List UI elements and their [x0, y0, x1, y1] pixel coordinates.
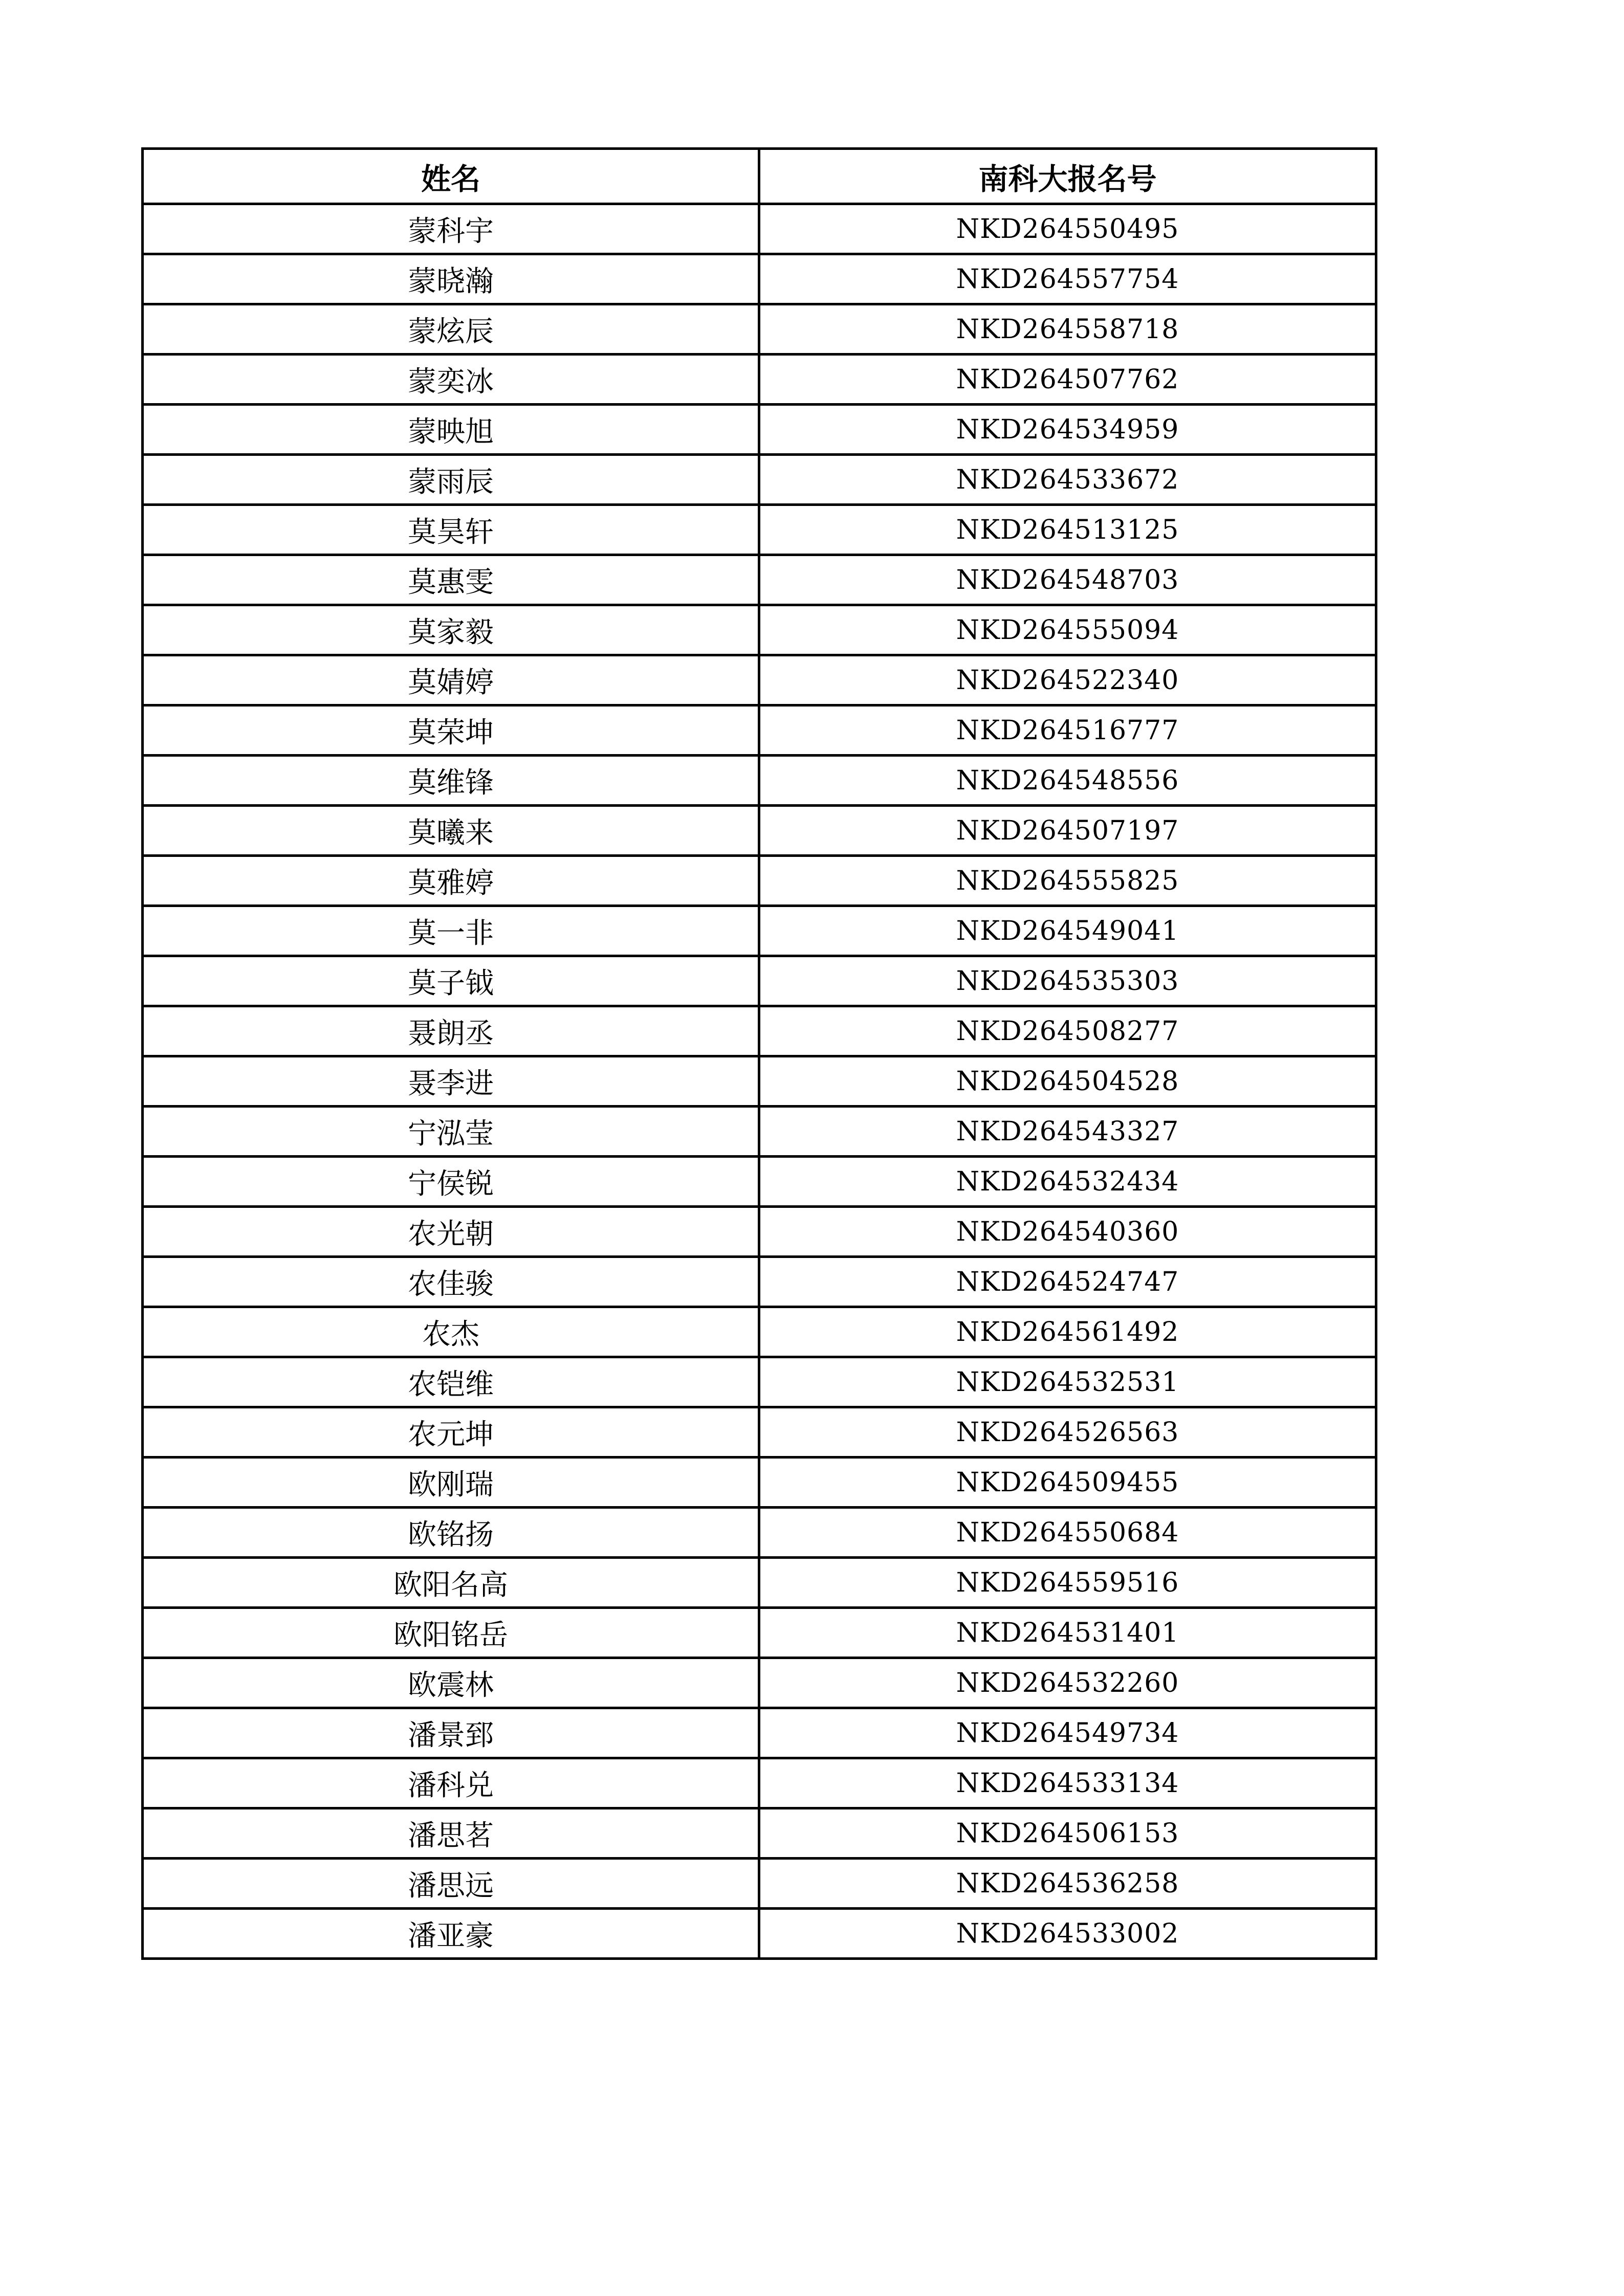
student-name-cell: 莫雅婷 — [143, 856, 759, 906]
student-name-cell: 莫曦来 — [143, 806, 759, 856]
student-name-cell: 农杰 — [143, 1307, 759, 1357]
table-row — [143, 405, 1376, 455]
registration-number-cell: NKD264543327 — [759, 1107, 1376, 1157]
registration-number-cell: NKD264524747 — [759, 1257, 1376, 1307]
student-name-cell: 潘亚豪 — [143, 1909, 759, 1959]
table-row — [143, 1658, 1376, 1708]
column-header-registration-number: 南科大报名号 — [759, 149, 1376, 204]
student-name-cell: 宁泓莹 — [143, 1107, 759, 1157]
student-name-cell: 欧铭扬 — [143, 1508, 759, 1558]
student-name-cell: 莫家毅 — [143, 605, 759, 655]
student-name-cell: 聂朗丞 — [143, 1006, 759, 1056]
student-name-cell: 莫昊轩 — [143, 505, 759, 555]
registration-number-cell: NKD264540360 — [759, 1207, 1376, 1257]
table-header — [143, 149, 1376, 204]
table-row — [143, 705, 1376, 756]
student-name-cell: 莫惠雯 — [143, 555, 759, 605]
registration-number-cell: NKD264504528 — [759, 1056, 1376, 1107]
table-row — [143, 1107, 1376, 1157]
table-row — [143, 655, 1376, 705]
student-name-cell: 莫维锋 — [143, 756, 759, 806]
registration-number-cell: NKD264532434 — [759, 1157, 1376, 1207]
table-row — [143, 1157, 1376, 1207]
table-row — [143, 254, 1376, 304]
table-row — [143, 1558, 1376, 1608]
table-row — [143, 1006, 1376, 1056]
table-row — [143, 555, 1376, 605]
table-row — [143, 455, 1376, 505]
registration-number-cell: NKD264506153 — [759, 1808, 1376, 1859]
registration-number-cell: NKD264526563 — [759, 1407, 1376, 1458]
registration-number-cell: NKD264550495 — [759, 204, 1376, 254]
student-name-cell: 蒙炫辰 — [143, 304, 759, 355]
registration-number-cell: NKD264522340 — [759, 655, 1376, 705]
registration-number-cell: NKD264550684 — [759, 1508, 1376, 1558]
student-name-cell: 农佳骏 — [143, 1257, 759, 1307]
table-row — [143, 906, 1376, 956]
student-name-cell: 潘景郅 — [143, 1708, 759, 1758]
student-name-cell: 欧阳名高 — [143, 1558, 759, 1608]
student-name-cell: 农铠维 — [143, 1357, 759, 1407]
student-name-cell: 潘科兑 — [143, 1758, 759, 1808]
table-row — [143, 204, 1376, 254]
registration-number-cell: NKD264533672 — [759, 455, 1376, 505]
table-row — [143, 856, 1376, 906]
table-row — [143, 1708, 1376, 1758]
table-row — [143, 1758, 1376, 1808]
student-name-cell: 宁侯锐 — [143, 1157, 759, 1207]
student-name-cell: 蒙奕冰 — [143, 355, 759, 405]
registration-number-cell: NKD264535303 — [759, 956, 1376, 1006]
table-row — [143, 1808, 1376, 1859]
table-row — [143, 304, 1376, 355]
registration-number-cell: NKD264555825 — [759, 856, 1376, 906]
registration-number-cell: NKD264557754 — [759, 254, 1376, 304]
table-row — [143, 806, 1376, 856]
student-name-cell: 农元坤 — [143, 1407, 759, 1458]
student-name-cell: 潘思远 — [143, 1859, 759, 1909]
student-name-cell: 欧刚瑞 — [143, 1458, 759, 1508]
registration-number-cell: NKD264533134 — [759, 1758, 1376, 1808]
registration-number-cell: NKD264549734 — [759, 1708, 1376, 1758]
registration-number-cell: NKD264507197 — [759, 806, 1376, 856]
student-name-cell: 潘思茗 — [143, 1808, 759, 1859]
registration-number-cell: NKD264532260 — [759, 1658, 1376, 1708]
student-name-cell: 莫荣坤 — [143, 705, 759, 756]
registration-number-cell: NKD264508277 — [759, 1006, 1376, 1056]
registration-number-cell: NKD264558718 — [759, 304, 1376, 355]
registration-number-cell: NKD264561492 — [759, 1307, 1376, 1357]
registration-number-cell: NKD264548703 — [759, 555, 1376, 605]
table-row — [143, 756, 1376, 806]
header-row — [143, 149, 1376, 204]
table-body — [143, 204, 1376, 1959]
table-row — [143, 1357, 1376, 1407]
registration-number-cell: NKD264534959 — [759, 405, 1376, 455]
table-row — [143, 956, 1376, 1006]
registration-number-cell: NKD264559516 — [759, 1558, 1376, 1608]
table-row — [143, 1909, 1376, 1959]
student-name-cell: 莫婧婷 — [143, 655, 759, 705]
student-name-cell: 蒙雨辰 — [143, 455, 759, 505]
table-row — [143, 1307, 1376, 1357]
registration-number-cell: NKD264532531 — [759, 1357, 1376, 1407]
student-name-cell: 莫一非 — [143, 906, 759, 956]
student-name-cell: 欧震林 — [143, 1658, 759, 1708]
registration-number-cell: NKD264549041 — [759, 906, 1376, 956]
registration-number-cell: NKD264513125 — [759, 505, 1376, 555]
registration-number-cell: NKD264533002 — [759, 1909, 1376, 1959]
table-row — [143, 355, 1376, 405]
student-name-cell: 欧阳铭岳 — [143, 1608, 759, 1658]
registration-number-cell: NKD264509455 — [759, 1458, 1376, 1508]
student-name-cell: 蒙晓瀚 — [143, 254, 759, 304]
table-row — [143, 1056, 1376, 1107]
registration-number-cell: NKD264548556 — [759, 756, 1376, 806]
table-row — [143, 1859, 1376, 1909]
table-row — [143, 1407, 1376, 1458]
table-row — [143, 1207, 1376, 1257]
table-row — [143, 1508, 1376, 1558]
table-row — [143, 605, 1376, 655]
table-row — [143, 505, 1376, 555]
registration-number-cell: NKD264516777 — [759, 705, 1376, 756]
admission-roster-table — [141, 147, 1377, 1960]
student-name-cell: 莫子钺 — [143, 956, 759, 1006]
table-row — [143, 1458, 1376, 1508]
student-name-cell: 农光朝 — [143, 1207, 759, 1257]
student-name-cell: 聂李进 — [143, 1056, 759, 1107]
student-name-cell: 蒙科宇 — [143, 204, 759, 254]
table-row — [143, 1608, 1376, 1658]
registration-number-cell: NKD264536258 — [759, 1859, 1376, 1909]
student-name-cell: 蒙映旭 — [143, 405, 759, 455]
registration-number-cell: NKD264507762 — [759, 355, 1376, 405]
registration-number-cell: NKD264531401 — [759, 1608, 1376, 1658]
table-row — [143, 1257, 1376, 1307]
registration-number-cell: NKD264555094 — [759, 605, 1376, 655]
column-header-name: 姓名 — [143, 149, 759, 204]
